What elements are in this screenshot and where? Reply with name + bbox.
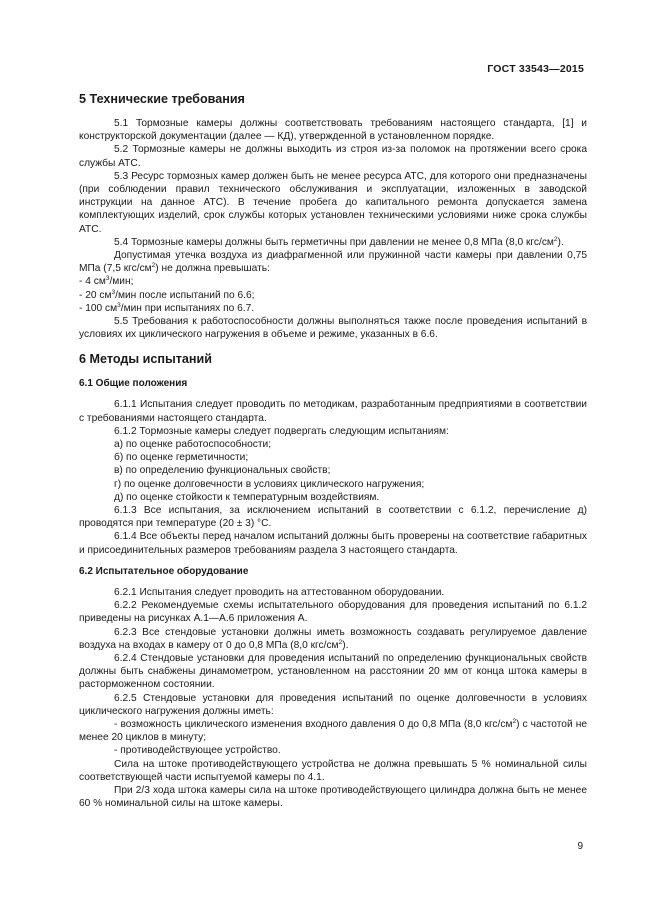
list-item: г) по оценке долговечности в условиях циклического нагружения; xyxy=(114,478,425,490)
para-6-2-1: 6.2.1 Испытания следует проводить на аттестованном оборудовании. xyxy=(114,586,445,598)
subsection-6-1-title: 6.1 Общие положения xyxy=(79,378,188,390)
para-6-1-2: 6.1.2 Тормозные камеры следует подвергать следующим испытаниям: xyxy=(114,425,449,437)
para-5-1: 5.1 Тормозные камеры должны соответствовать требованиям настоящего стандарта, [1] и конструкторской документации (далее — КД), утвержденной в установленном порядке. xyxy=(79,118,587,143)
para-6-2-2: 6.2.2 Рекомендуемые схемы испытательного оборудования для проведения испытаний по 6.1.2 приведены на рисунках А.1—А.6 приложения А. xyxy=(79,600,587,625)
standard-code: ГОСТ 33543—2015 xyxy=(487,63,584,75)
para-6-1-4: 6.1.4 Все объекты перед началом испытаний должны быть проверены на соответствие габаритных и присоединительных размеров требованиям раздела 3 настоящего стандарта. xyxy=(79,531,587,556)
subsection-6-2-title: 6.2 Испытательное оборудование xyxy=(79,565,249,577)
list-item: в) по определению функциональных свойств; xyxy=(114,465,331,477)
para-5-4-leak: Допустимая утечка воздуха из диафрагменной или пружинной части камеры при давлении 0,75 МПа (7,5 кгс/$см^2$) не должна превышать: xyxy=(79,250,587,275)
para-6-2-5: 6.2.5 Стендовые установки для проведения испытаний по оценке долговечности в условиях циклического нагружения должны иметь: xyxy=(79,692,587,717)
list-item: - 4 $см^3$/мин; xyxy=(79,275,134,288)
para-5-4: 5.4 Тормозные камеры должны быть герметичны при давлении не менее 0,8 МПа (8,0 кгс/$см^2$). xyxy=(114,235,564,248)
page-number: 9 xyxy=(577,841,583,852)
para-two-thirds-stroke: При 2/3 хода штока камеры сила на штоке противодействующего цилиндра должна быть не менее 60 % номинальной силы на штоке камеры. xyxy=(79,784,587,810)
para-5-3: 5.3 Ресурс тормозных камер должен быть не менее ресурса АТС, для которого они предназначены (при соблюдении правил технического обслуживания и эксплуатации, изложенных в заводской инструкции на данное АТС). В течение пробега до капитального ремонта допускается замена комплектующих изделий, срок службы которых установлен техническими условиями ниже срока службы АТС. xyxy=(79,170,587,235)
list-item: а) по оценке работоспособности; xyxy=(114,439,272,451)
para-6-2-3: 6.2.3 Все стендовые установки должны иметь возможность создавать регулируемое давление воздуха на входах в камеру от 0 до 0,8 МПа (8,0 кгс/$см^2$). xyxy=(79,626,587,651)
list-item: - 20 $см^3$/мин после испытаний по 6.6; xyxy=(79,288,255,301)
list-item: б) по оценке герметичности; xyxy=(114,452,249,464)
para-6-1-3: 6.1.3 Все испытания, за исключением испытаний в соответствии с 6.1.2, перечисление д) проводятся при температуре (20 ± 3) °С. xyxy=(79,505,587,530)
list-item: - возможность циклического изменения входного давления 0 до 0,8 МПа (8,0 кгс/$см^2$) с частотой не менее 20 циклов в минуту; xyxy=(79,717,587,744)
para-5-5: 5.5 Требования к работоспособности должны выполняться также после проведения испытаний в условиях их циклического нагружения в объеме и режиме, указанных в 6.6. xyxy=(79,316,587,341)
list-item: - противодействующее устройство. xyxy=(114,745,281,757)
section-5-title: 5 Технические требования xyxy=(79,92,245,106)
list-item: - 100 $см^3$/мин при испытаниях по 6.7. xyxy=(79,301,255,314)
list-item: д) по оценке стойкости к температурным воздействиям. xyxy=(114,491,380,503)
para-6-2-4: 6.2.4 Стендовые установки для проведения испытаний по определению функциональных свойств должны быть снабжены динамометром, установленном на расстоянии 20 мм от конца штока камеры в расторможенном состоянии. xyxy=(79,652,587,691)
para-5-2: 5.2 Тормозные камеры не должны выходить из строя из-за поломок на протяжении всего срока службы АТС. xyxy=(79,144,587,169)
page-content xyxy=(79,88,587,810)
section-6-title: 6 Методы испытаний xyxy=(79,352,212,367)
para-6-1-1: 6.1.1 Испытания следует проводить по методикам, разработанным предприятиями в соответствии с требованиями настоящего стандарта. xyxy=(79,399,587,424)
para-force-limit: Сила на штоке противодействующего устройства не должна превышать 5 % номинальной силы соответствующей части испытуемой камеры по 4.1. xyxy=(79,758,587,783)
